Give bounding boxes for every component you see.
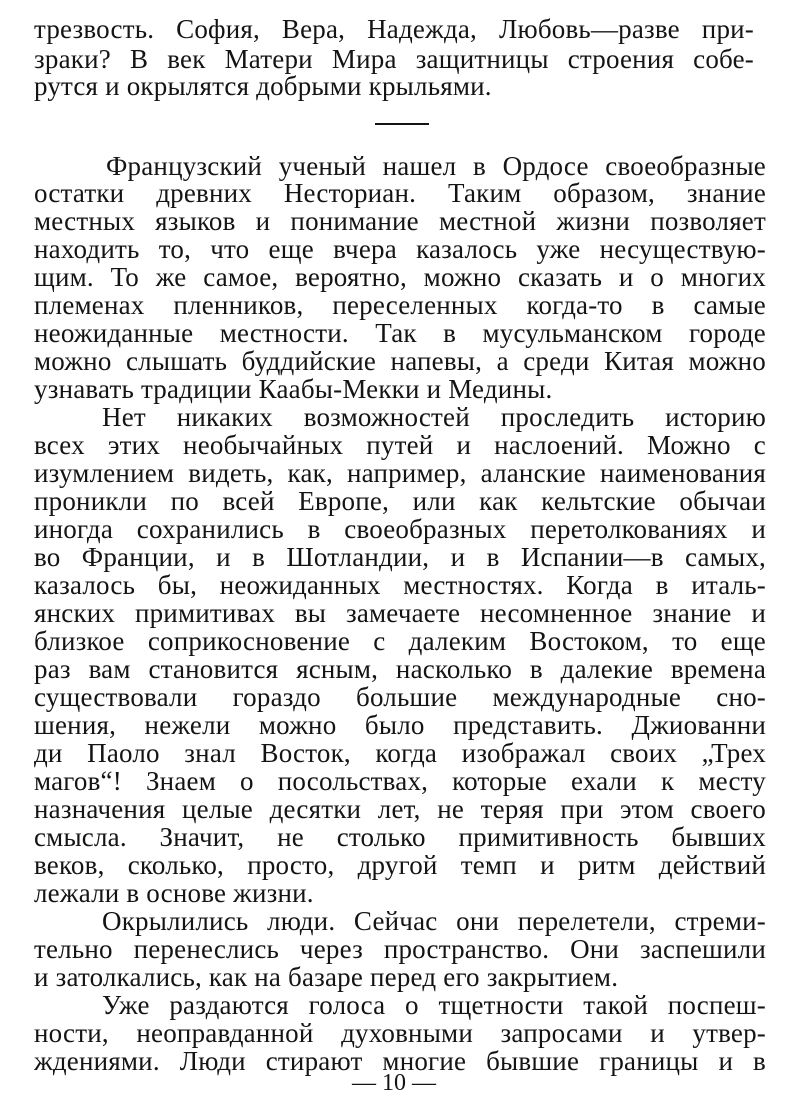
text-line: остатки древних Несториан. Таким образом, знание — [34, 178, 766, 208]
text-line: Окрылились люди. Сейчас они перелетели, стреми- — [102, 906, 766, 936]
text-line: Нет никаких возможностей проследить историю — [102, 402, 766, 432]
text-line: магов“! Знаем о посольствах, которые ехали к месту — [34, 766, 766, 796]
text-line: смысла. Значит, не столько примитивность бывших — [34, 822, 766, 852]
section-divider — [375, 123, 429, 125]
text-line: неожиданные местности. Так в мусульманском городе — [34, 318, 766, 348]
text-line: местных языков и понимание местной жизни позволяет — [34, 206, 766, 236]
text-line: лежали в основе жизни. — [34, 878, 314, 908]
text-line: ди Паоло знал Восток, когда изображал своих „Трех — [34, 738, 766, 768]
text-line: зраки? В век Матери Мира защитницы строения собе- — [34, 44, 754, 74]
text-line: и затолкались, как на базаре перед его закрытием. — [34, 962, 619, 992]
text-line: трезвость. София, Вера, Надежда, Любовь—разве при- — [34, 14, 754, 44]
text-line: шения, нежели можно было представить. Джиованни — [34, 710, 766, 740]
text-line: иногда сохранились в своеобразных перетолкованиях и — [34, 514, 766, 544]
text-line: ждениями. Люди стирают многие бывшие границы и в — [34, 1046, 766, 1076]
text-line: Французский ученый нашел в Ордосе своеобразные — [106, 151, 766, 181]
text-line: раз вам становится ясным, насколько в далекие времена — [34, 654, 766, 684]
text-line: всех этих необычайных путей и наслоений. Можно с — [34, 430, 766, 460]
text-line: узнавать традиции Каабы-Мекки и Медины. — [34, 374, 553, 404]
text-line: изумлением видеть, как, например, аланские наименования — [34, 458, 766, 488]
text-line: веков, сколько, просто, другой темп и ритм действий — [34, 850, 766, 880]
text-line: щим. То же самое, вероятно, можно сказать и о многих — [34, 262, 766, 292]
text-line: казалось бы, неожиданных местностях. Когда в италь- — [34, 570, 766, 600]
text-line: можно слышать буддийские напевы, а среди Китая можно — [34, 346, 766, 376]
text-line: проникли по всей Европе, или как кельтские обычаи — [34, 486, 766, 516]
text-line: назначения целые десятки лет, не теряя при этом своего — [34, 794, 766, 824]
text-line: янских примитивах вы замечаете несомненное знание и — [34, 598, 766, 628]
text-line: Уже раздаются голоса о тщетности такой поспеш- — [102, 990, 766, 1020]
text-line: близкое соприкосновение с далеким Востоком, то еще — [34, 626, 766, 656]
text-line: во Франции, и в Шотландии, и в Испании—в самых, — [34, 542, 766, 572]
text-line: рутся и окрылятся добрыми крыльями. — [34, 71, 492, 101]
text-line: племенах пленников, переселенных когда-то в самые — [34, 290, 766, 320]
text-line: находить то, что еще вчера казалось уже несуществую- — [34, 234, 766, 264]
text-line: тельно перенеслись через пространство. Они заспешили — [34, 934, 766, 964]
page-number: — 10 — — [352, 1070, 436, 1096]
text-line: ности, неоправданной духовными запросами и утвер- — [34, 1018, 766, 1048]
text-line: существовали гораздо большие международные сно- — [34, 682, 766, 712]
